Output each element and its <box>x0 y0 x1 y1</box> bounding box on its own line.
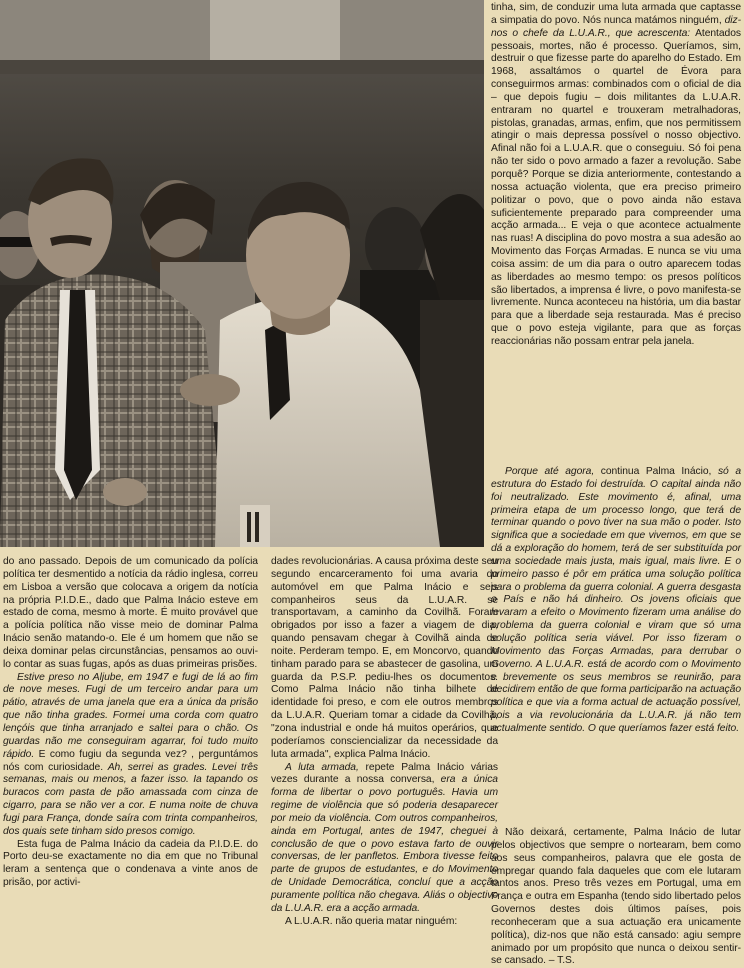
narration-text: repete Palma Inácio várias vezes durante a nossa conversa, <box>271 761 498 786</box>
quote-text: era a única forma de libertar o povo português. Havia um regime de violência que só poderia desaparecer por meio da violência. Com outros companheiros, ainda em Portugal, antes de 1947, cheguei à conclusão de que o povo estava farto de ouvir conversas, de ler panfletos. Embora tivesse feito parte de grupos de estudantes, e do Movimento de Unidade Democrática, concluí que a acção puramente política não chegava. Aliás o objectivo da L.U.A.R. era a acção armada. <box>271 774 498 914</box>
article-column-3-quote <box>491 466 741 736</box>
quote-text: Atentados pessoais, mortes, não é processo. Queríamos, sim, destruir o que fizesse parte do aparelho do Estado. Em 1968, assaltámos o quartel de Évora para conseguirmos armas: combinados com o oficial de dia – que depois fugiu – dois militantes da L.U.A.R. entraram no quartel e trouxeram metralhadoras, pistolas, granadas, armas, enfim, que nos permitissem atingir o mais depressa possível o nosso objectivo. Afinal não foi a L.U.A.R. que o conseguiu. Só foi pena não ter sido o povo armado a fazer a revolução. Sabe porquê? Porque se dizia anteriormente, contestando a nossa actuação violenta, que era preciso primeiro politizar o povo, que o povo ainda não estava suficientemente preparado para compreender uma acção armada... E veja o que acontece actualmente nas ruas! A disciplina do povo mostra a sua adesão ao Movimento das Forças Armadas. E nunca se viu uma coisa assim: de um dia para o outro aparecem todas as liberdades ao mesmo tempo: os presos políticos são libertados, a imprensa é livre, o povo manifesta-se livremente. Nunca aconteceu na história, um dia bastar para que a liberdade seja restaurada. Mas é preciso que o povo esteja vigilante, para que as forças reaccionárias não possam entrar pela janela. <box>491 27 741 347</box>
narration-text: E como fugiu da segunda vez? , perguntámos nós com curiosidade. <box>3 748 258 773</box>
quote-text: Ah, serrei as grades. Levei três semanas, mais ou menos, a fazer isso. Ia tapando os buracos com pasta de pão amassada com cinza de cigarro, para se não ver a cor. E numa noite de chuva fugi para França, donde saíra com trinta companheiros, dos quais sete tinham sido presos comigo. <box>3 761 258 837</box>
paragraph <box>3 672 258 839</box>
article-column-1 <box>3 556 258 890</box>
closing-text: Não deixará, certamente, Palma Inácio de lutar pelos objectivos que sempre o nortearam, bem como aos seus companheiros, palavra que ele gosta de empregar quando fala daqueles que com ele lutaram tantos anos. Preso três vezes em Portugal, uma em França e outra em Espanha (tendo sido libertado pelos Governos destes dois últimos países, pois reconheceram que a sua actuação era unicamente política), diz-nos que não está cansado: agiu sempre animado por um propósito que nunca o deixou sentir-se cansado. <box>491 827 741 967</box>
narration-text: tinha, sim, de conduzir uma luta armada que captasse a simpatia do povo. Nós nunca matámos ninguém, <box>491 2 741 26</box>
paragraph <box>491 827 741 968</box>
narration-text: continua Palma Inácio, <box>594 466 718 477</box>
paragraph: Esta fuga de Palma Inácio da cadeia da P.I.D.E. do Porto deu-se exactamente no dia em que no Tribunal leram a sentença que o condenava a vinte anos de prisão, por activi- <box>3 838 258 889</box>
article-column-3-closing <box>491 827 741 968</box>
narration-text: diz-nos o chefe da L.U.A.R., que acrescenta: <box>491 14 742 39</box>
paragraph: dades revolucionárias. A causa próxima deste seu segundo encarceramento foi uma avaria do automóvel em que Palma Inácio e seis companheiros seus da L.U.A.R. se transportavam, a caminho da Covilhã. Foram obrigados por isso a fazer a viagem de dia, quando pensavam chegar à Covilhã ainda de noite. Perderam tempo. E, em Moncorvo, quando tinham parado para se abastecer de gasolina, um guarda da P.S.P. pediu-lhes os documentos. Como Palma Inácio não tinha bilhete de identidade foi preso, e com ele outros membros da L.U.A.R. Queriam tomar a cidade da Covilhã, "zona industrial e onde há muitos operários, que poderíamos consciencializar da necessidade da luta armada", explica Palma Inácio. <box>271 556 498 760</box>
article-column-3 <box>491 2 741 349</box>
paragraph: A L.U.A.R. não queria matar ninguém: <box>285 915 458 927</box>
paragraph <box>491 2 741 349</box>
paragraph <box>271 762 498 916</box>
paragraph: do ano passado. Depois de um comunicado da polícia política ter desmentido a notícia da rádio inglesa, correu em Lisboa a versão que colocava a origem da notícia na própria P.I.D.E., dado que Palma Inácio esteve em estado de coma, mesmo à morte. É muito provável que a polícia política não visse meio de dominar Palma Inácio senão matando-o. Ele é um homem que não se deixa dominar pelas circunstâncias, pensamos ao ouvi-lo contar as suas fugas, após as duas primeiras prisões. <box>3 556 258 670</box>
quote-text: Porque até agora, <box>505 466 595 477</box>
article-column-2 <box>271 556 498 928</box>
quote-text: A luta armada, <box>285 761 359 773</box>
press-photo <box>0 0 484 547</box>
paragraph <box>491 466 741 736</box>
author-signature: – T.S. <box>545 955 575 967</box>
quote-text: Estive preso no Aljube, em 1947 e fugi de lá ao fim de nove meses. Fugi de um terceiro andar para um pátio, através de uma janela que era a única da prisão que não tinha grades. Formei uma corda com quatro lençóis que tinha arranjado e saltei para o chão. Os guardas não me conseguiram agarrar, foi tudo muito rápido. <box>3 671 258 760</box>
press-photo-palma-inacio-icon <box>0 0 484 547</box>
quote-text: só a estrutura do Estado foi destruída. O capital ainda não foi neutralizado. Este movimento é, afinal, uma primeira etapa de um processo longo, que terá de terminar quando o povo tiver na sua mão o poder. Isto significa que a sociedade em que vivemos, em que se dá a exploração do homem, terá de ser substituída por uma sociedade mais justa, mais igual, mais livre. E o primeiro passo é pôr em prática uma solução política para o problema da guerra colonial. A guerra desgasta o País e não há dinheiro. Os jovens oficiais que levaram a efeito o Movimento fizeram uma análise do problema da guerra colonial e viram que só uma solução política seria viável. Por isso fizeram o Movimento das Forças Armadas, para derrubar o Governo. A L.U.A.R. está de acordo com o Movimento e brevemente os seus membros se reunirão, para decidirem então de que forma participarão na actuação política e que via a forma actual de actuação possível, pois a via revolucionária da L.U.A.R. já não tem actualmente sentido. O que queríamos fazer está feito. <box>491 466 741 734</box>
